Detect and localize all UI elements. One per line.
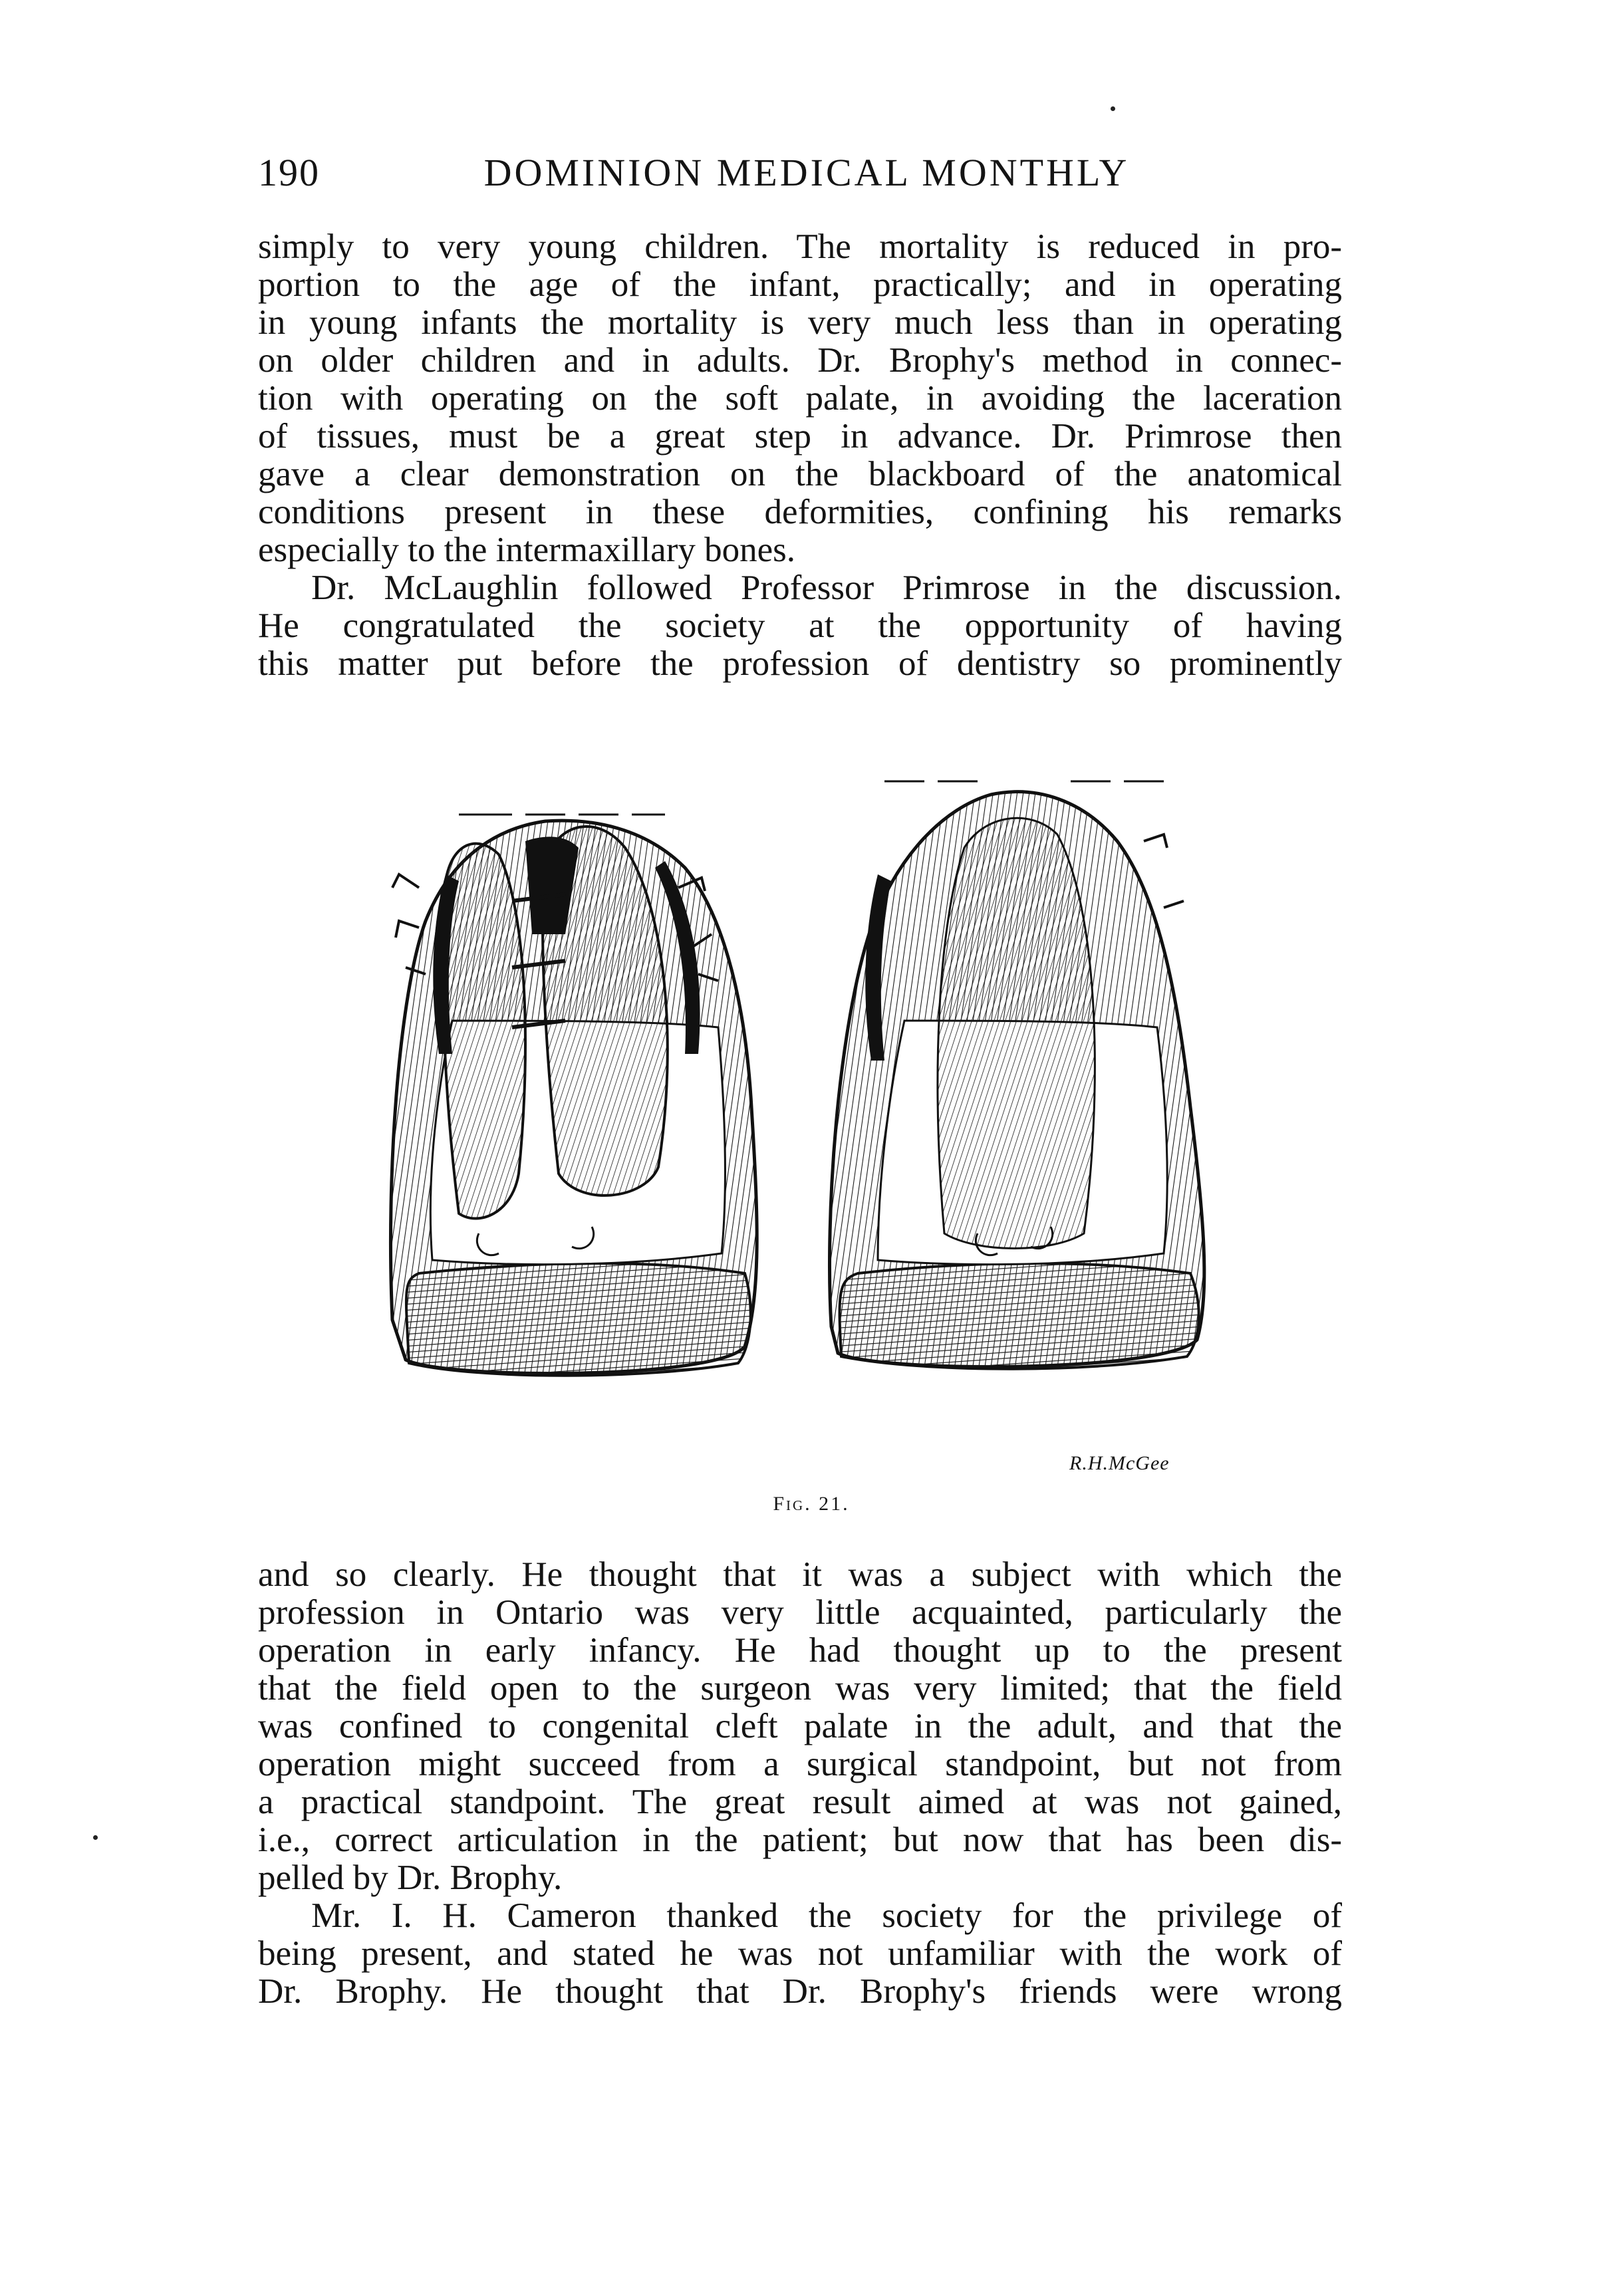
text-line: Dr. Brophy. He thought that Dr. Brophy's friends were wrong <box>258 1972 1342 2011</box>
paragraph-mclaughlin-continued <box>258 1556 1342 1897</box>
text-line: that the field open to the surgeon was very limited; that the field <box>258 1669 1342 1708</box>
artist-signature: R.H.McGee <box>1069 1452 1170 1474</box>
paragraph-cameron <box>258 1897 1342 2011</box>
running-title: DOMINION MEDICAL MONTHLY <box>483 151 1130 194</box>
text-line: He congratulated the society at the opportunity of having <box>258 606 1342 645</box>
text-line: Dr. McLaughlin followed Professor Primrose in the discussion. <box>311 569 1342 607</box>
text-line: this matter put before the profession of dentistry so prominently <box>258 644 1342 683</box>
text-line: i.e., correct articulation in the patient; but now that has been dis- <box>258 1821 1342 1859</box>
figure-illustration <box>346 708 1264 1526</box>
text-line: profession in Ontario was very little acquainted, particularly the <box>258 1593 1342 1632</box>
text-line: operation in early infancy. He had thought up to the present <box>258 1631 1342 1670</box>
cleft-palate-drawing <box>346 708 1264 1526</box>
page-header <box>258 150 1355 203</box>
text-line: being present, and stated he was not unfamiliar with the work of <box>258 1934 1342 1973</box>
right-palate-drawing <box>830 781 1204 1369</box>
page-number: 190 <box>258 151 320 194</box>
figure-caption: Fig. 21. <box>773 1493 850 1515</box>
text-line: was confined to congenital cleft palate in the adult, and that the <box>258 1707 1342 1745</box>
text-line: pelled by Dr. Brophy. <box>258 1858 563 1897</box>
text-line: especially to the intermaxillary bones. <box>258 531 795 569</box>
text-line: operation might succeed from a surgical standpoint, but not from <box>258 1745 1342 1783</box>
print-speck <box>1111 106 1115 111</box>
text-line: tion with operating on the soft palate, in avoiding the laceration <box>258 379 1342 418</box>
paragraph-primrose <box>258 228 1342 569</box>
text-line: gave a clear demonstration on the blackboard of the anatomical <box>258 455 1342 493</box>
print-speck <box>93 1835 98 1840</box>
lower-text-block <box>258 1556 1342 2011</box>
text-line: portion to the age of the infant, practically; and in operating <box>258 265 1342 304</box>
upper-text-block <box>258 228 1342 683</box>
text-line: on older children and in adults. Dr. Brophy's method in connec- <box>258 341 1342 380</box>
text-line: Mr. I. H. Cameron thanked the society for the privilege of <box>311 1896 1342 1935</box>
text-line: of tissues, must be a great step in advance. Dr. Primrose then <box>258 417 1342 455</box>
text-line: simply to very young children. The mortality is reduced in pro- <box>258 227 1342 266</box>
text-line: a practical standpoint. The great result aimed at was not gained, <box>258 1783 1342 1821</box>
text-line: conditions present in these deformities, confining his remarks <box>258 493 1342 531</box>
text-line: and so clearly. He thought that it was a subject with which the <box>258 1555 1342 1594</box>
paragraph-mclaughlin <box>258 569 1342 683</box>
left-palate-drawing <box>390 815 757 1376</box>
text-line: in young infants the mortality is very much less than in operating <box>258 303 1342 342</box>
